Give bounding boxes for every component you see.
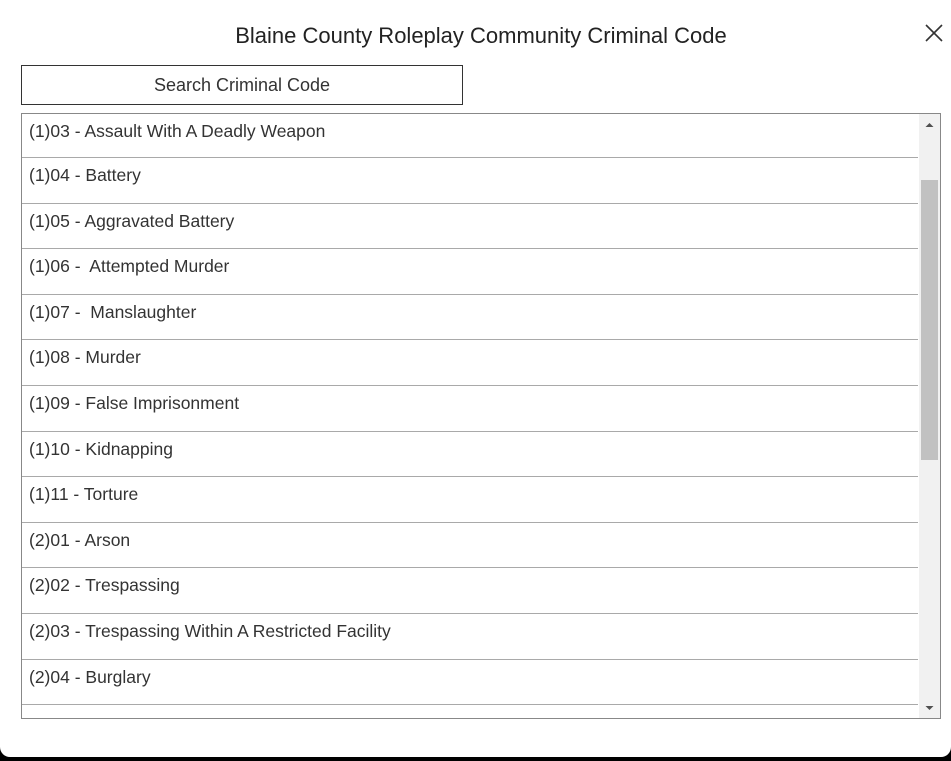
list-item[interactable]: (1)05 - Aggravated Battery	[22, 204, 918, 250]
criminal-code-list-items	[22, 114, 918, 705]
list-item[interactable]: (1)11 - Torture	[22, 477, 918, 523]
list-item[interactable]: (1)09 - False Imprisonment	[22, 386, 918, 432]
close-icon[interactable]	[922, 21, 946, 45]
scroll-down-arrow-icon[interactable]	[919, 699, 940, 717]
scrollbar-thumb[interactable]	[921, 180, 938, 460]
dialog-title: Blaine County Roleplay Community Criminal Code	[235, 23, 727, 48]
list-item[interactable]: (1)10 - Kidnapping	[22, 432, 918, 478]
vertical-scrollbar[interactable]	[919, 114, 940, 718]
list-item[interactable]: (2)02 - Trespassing	[22, 568, 918, 614]
search-criminal-code-button[interactable]: Search Criminal Code	[21, 65, 463, 105]
criminal-code-list[interactable]	[21, 113, 941, 719]
list-item[interactable]: (1)08 - Murder	[22, 340, 918, 386]
list-item[interactable]: (1)07 - Manslaughter	[22, 295, 918, 341]
list-item[interactable]: (2)04 - Burglary	[22, 660, 918, 706]
list-item[interactable]: (2)03 - Trespassing Within A Restricted Facility	[22, 614, 918, 660]
list-item[interactable]: (2)01 - Arson	[22, 523, 918, 569]
list-item[interactable]: (1)06 - Attempted Murder	[22, 249, 918, 295]
list-item[interactable]: (1)03 - Assault With A Deadly Weapon	[22, 114, 918, 158]
scroll-up-arrow-icon[interactable]	[919, 116, 940, 134]
list-item[interactable]: (1)04 - Battery	[22, 158, 918, 204]
